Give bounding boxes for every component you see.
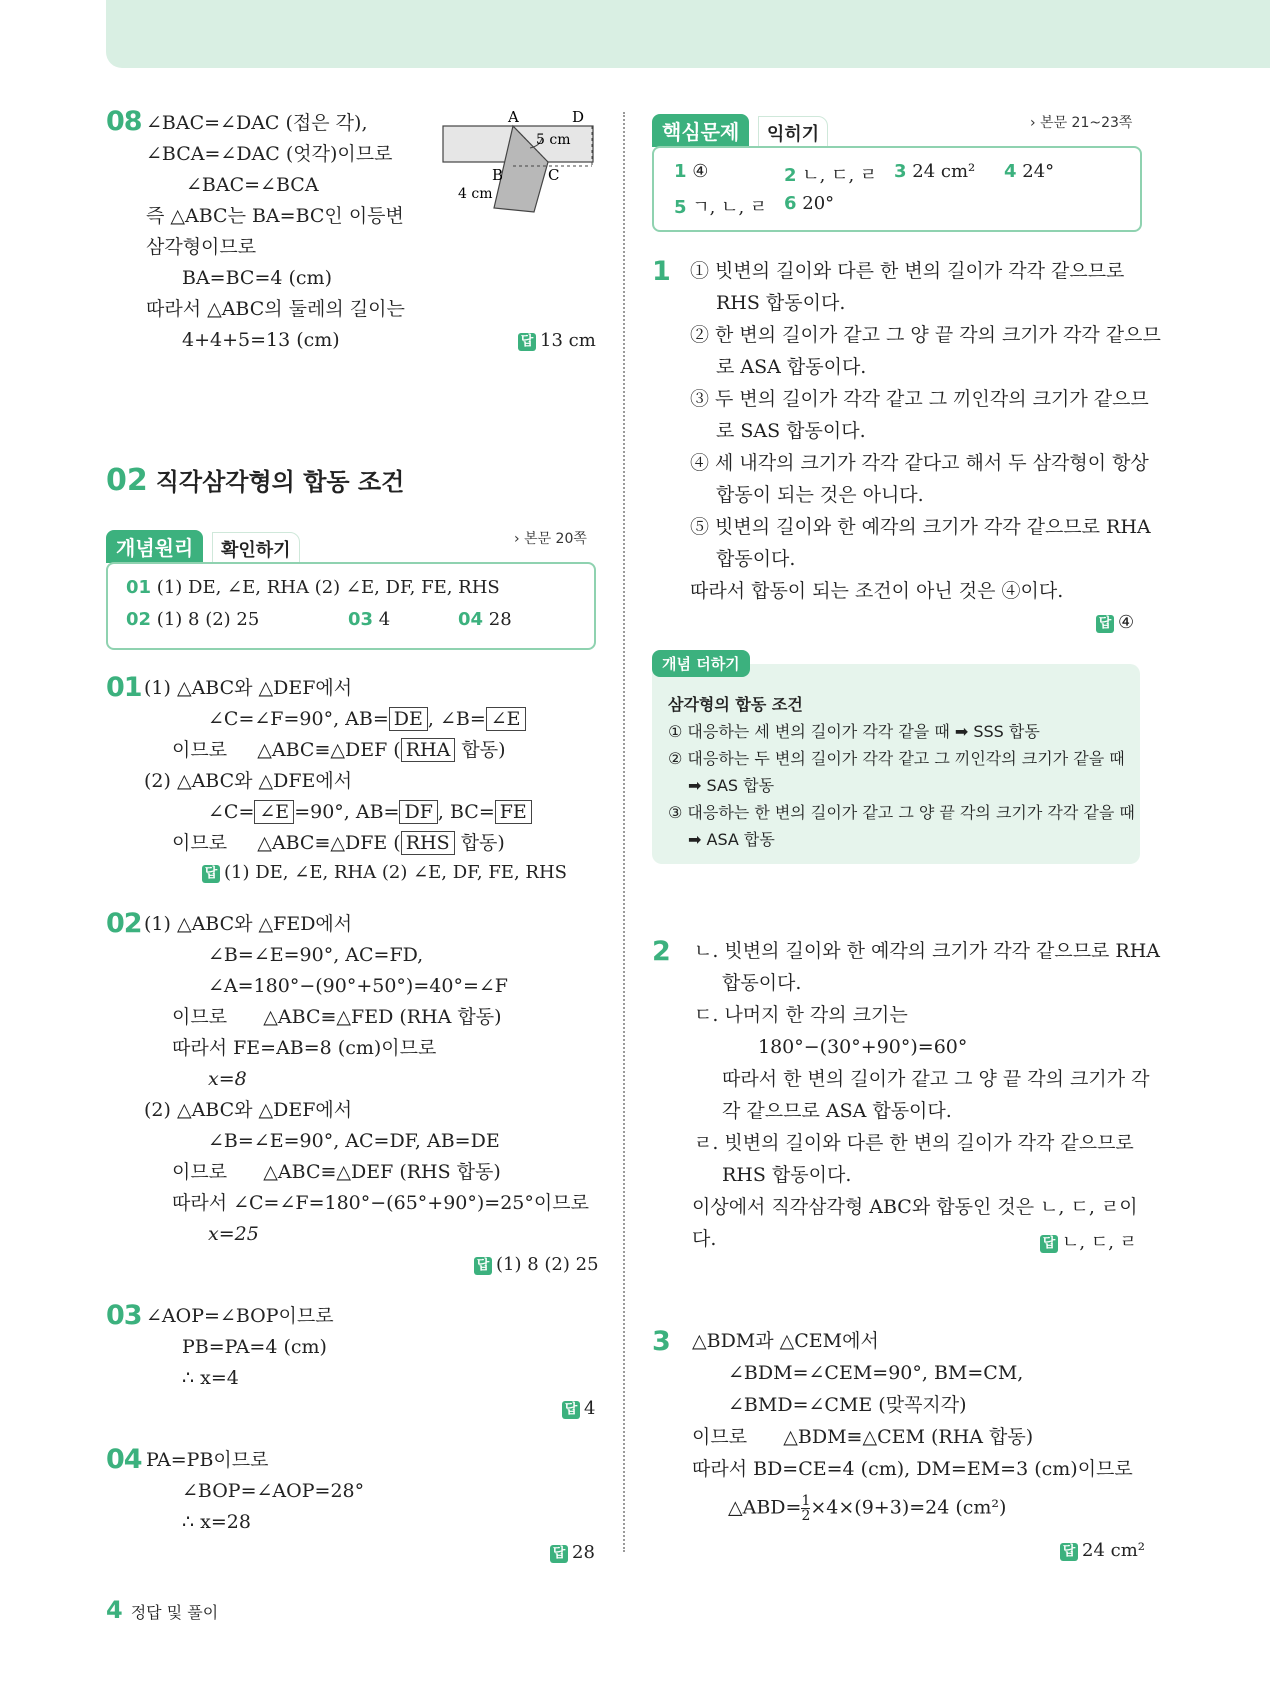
- page-number: 4: [106, 1596, 123, 1624]
- section-title: [106, 462, 404, 498]
- concept-row-2c: 04 28: [458, 609, 512, 630]
- p03-line-2: PB=PA=4 (cm): [182, 1336, 327, 1358]
- core-item-1: 1 ④: [674, 161, 709, 182]
- p02-line-6: x=8: [208, 1068, 247, 1090]
- core-panel-tab2: 익히기: [758, 116, 828, 150]
- p04-answer: 답 28: [550, 1542, 595, 1563]
- p02-line-11: x=25: [208, 1223, 259, 1245]
- q1-line-6: 로 SAS 합동이다.: [716, 420, 866, 442]
- p08-line-2: ∠BCA=∠DAC (엇각)이므로: [146, 143, 393, 165]
- concept-note-line-3: ➡ SAS 합동: [688, 776, 775, 795]
- core-item-4: 4 24°: [1004, 161, 1055, 182]
- q1-line-2: RHS 합동이다.: [716, 292, 846, 314]
- concept-note-line-1: ① 대응하는 세 변의 길이가 각각 같을 때 ➡ SSS 합동: [668, 722, 1040, 741]
- folded-paper-figure: [440, 108, 600, 218]
- p01-line-2: ∠C=∠F=90°, AB= DE , ∠B= ∠E: [208, 706, 526, 732]
- q1-line-3: ② 한 변의 길이가 같고 그 양 끝 각의 크기가 각각 같으므: [690, 324, 1161, 346]
- concept-panel: [106, 562, 596, 650]
- q3-answer: 답 24 cm²: [1060, 1540, 1145, 1561]
- q1-line-1: ① 빗변의 길이와 다른 한 변의 길이가 각각 같으므로: [690, 260, 1125, 282]
- fig-len-5: 5 cm: [536, 132, 571, 148]
- core-item-6: 6 20°: [784, 193, 835, 214]
- q1-line-9: ⑤ 빗변의 길이와 한 예각의 크기가 각각 같으므로 RHA: [690, 516, 1151, 538]
- p08-line-7: 따라서 △ABC의 둘레의 길이는: [146, 298, 405, 320]
- fraction-one-half: $\frac{1}{2}$: [801, 1493, 811, 1524]
- section-number: 02: [106, 463, 148, 498]
- fig-label-d: D: [572, 108, 585, 126]
- q2-line-7: ㄹ. 빗변의 길이와 다른 한 변의 길이가 각각 같으므로: [694, 1132, 1134, 1154]
- p01-line-3: 이므로 △ABC≡△DEF ( RHA 합동): [172, 739, 506, 761]
- p04-line-1: PA=PB이므로: [146, 1449, 269, 1471]
- question-number-3: 3: [652, 1326, 670, 1357]
- q1-line-5: ③ 두 변의 길이가 각각 같고 그 끼인각의 크기가 같으므: [690, 388, 1149, 410]
- p08-answer: 답 13 cm: [518, 330, 596, 351]
- concept-panel-tab2: 확인하기: [212, 532, 300, 566]
- p02-line-10: 따라서 ∠C=∠F=180°−(65°+90°)=25°이므로: [172, 1192, 589, 1214]
- footer-label: 정답 및 풀이: [130, 1603, 219, 1622]
- page-footer: [106, 1596, 218, 1624]
- q2-line-1: ㄴ. 빗변의 길이와 한 예각의 크기가 각각 같으므로 RHA: [694, 940, 1161, 962]
- question-number-2: 2: [652, 936, 670, 967]
- problem-number-01: 01: [106, 672, 142, 703]
- q3-line-6: △ABD= $\frac{1}{2}$ ×4×(9+3)=24 (cm²): [728, 1493, 1007, 1524]
- q2-line-10: 다.: [692, 1228, 717, 1250]
- p08-line-6: BA=BC=4 (cm): [182, 267, 332, 289]
- column-divider: [623, 112, 625, 1552]
- core-panel-tab: 핵심문제: [652, 114, 749, 147]
- concept-note-title: 삼각형의 합동 조건: [668, 695, 803, 714]
- q2-line-2: 합동이다.: [722, 972, 802, 994]
- fig-label-c: C: [548, 166, 560, 184]
- answer-mark-icon: 답: [1096, 615, 1114, 633]
- q1-line-10: 합동이다.: [716, 548, 796, 570]
- p02-line-1: (1) △ABC와 △FED에서: [144, 913, 353, 935]
- concept-row-2b: 03 4: [348, 609, 391, 630]
- concept-panel-tab: 개념원리: [106, 530, 203, 563]
- p08-line-8: 4+4+5=13 (cm): [182, 329, 340, 351]
- q1-line-7: ④ 세 내각의 크기가 각각 같다고 해서 두 삼각형이 항상: [690, 452, 1149, 474]
- q1-answer: 답 ④: [1096, 612, 1134, 633]
- section-title-text: 직각삼각형의 합동 조건: [155, 468, 405, 496]
- p03-line-3: ∴ x=4: [182, 1367, 239, 1389]
- p03-line-1: ∠AOP=∠BOP이므로: [146, 1305, 334, 1327]
- q2-line-9: 이상에서 직각삼각형 ABC와 합동인 것은 ㄴ, ㄷ, ㄹ이: [692, 1196, 1138, 1218]
- problem-number-03: 03: [106, 1300, 142, 1331]
- concept-row-2: 02 (1) 8 (2) 25: [126, 609, 260, 630]
- concept-panel-ref: › 본문 20쪽: [514, 531, 587, 547]
- p01-line-4: (2) △ABC와 △DFE에서: [144, 770, 353, 792]
- concept-note-line-4: ③ 대응하는 한 변의 길이가 같고 그 양 끝 각의 크기가 각각 같을 때: [668, 803, 1135, 822]
- p02-line-9: 이므로 △ABC≡△DEF (RHS 합동): [172, 1161, 501, 1183]
- p08-line-1: ∠BAC=∠DAC (접은 각),: [146, 112, 368, 134]
- q3-line-1: △BDM과 △CEM에서: [692, 1330, 879, 1352]
- p03-answer: 답 4: [562, 1398, 595, 1419]
- q1-line-4: 로 ASA 합동이다.: [716, 356, 867, 378]
- core-item-3: 3 24 cm²: [894, 161, 976, 182]
- answer-mark-icon: 답: [1060, 1543, 1078, 1561]
- q2-line-8: RHS 합동이다.: [722, 1164, 852, 1186]
- p01-line-5: ∠C= ∠E =90°, AB= DF , BC= FE: [208, 799, 532, 825]
- concept-note-line-5: ➡ ASA 합동: [688, 830, 775, 849]
- q3-line-4: 이므로 △BDM≡△CEM (RHA 합동): [692, 1426, 1034, 1448]
- q1-line-8: 합동이 되는 것은 아니다.: [716, 484, 924, 506]
- concept-row-1: 01 (1) DE, ∠E, RHA (2) ∠E, DF, FE, RHS: [126, 577, 500, 598]
- p01-line-6: 이므로 △ABC≡△DFE ( RHS 합동): [172, 832, 505, 854]
- question-number-1: 1: [652, 256, 670, 287]
- problem-number-08: 08: [106, 106, 142, 137]
- p02-line-4: 이므로 △ABC≡△FED (RHA 합동): [172, 1006, 502, 1028]
- fig-label-b: B: [492, 166, 504, 184]
- q2-line-5: 따라서 한 변의 길이가 같고 그 양 끝 각의 크기가 각: [722, 1068, 1150, 1090]
- p08-line-5: 삼각형이므로: [146, 236, 257, 258]
- q3-line-5: 따라서 BD=CE=4 (cm), DM=EM=3 (cm)이므로: [692, 1458, 1133, 1480]
- q2-line-4: 180°−(30°+90°)=60°: [758, 1036, 968, 1058]
- problem-number-04: 04: [106, 1444, 142, 1475]
- q2-line-3: ㄷ. 나머지 한 각의 크기는: [694, 1004, 908, 1026]
- p02-line-3: ∠A=180°−(90°+50°)=40°=∠F: [208, 975, 508, 997]
- p02-line-8: ∠B=∠E=90°, AC=DF, AB=DE: [208, 1130, 500, 1152]
- answer-mark-icon: 답: [474, 1257, 492, 1275]
- p01-line-1: (1) △ABC와 △DEF에서: [144, 677, 353, 699]
- q2-answer: 답 ㄴ, ㄷ, ㄹ: [1040, 1228, 1137, 1254]
- core-panel-ref: › 본문 21~23쪽: [1030, 115, 1133, 131]
- p08-line-4: 즉 △ABC는 BA=BC인 이등변: [146, 205, 404, 227]
- fig-label-a: A: [508, 108, 519, 126]
- answer-mark-icon: 답: [202, 865, 220, 883]
- answer-mark-icon: 답: [518, 333, 536, 351]
- q1-line-11: 따라서 합동이 되는 조건이 아닌 것은 ④이다.: [690, 580, 1064, 602]
- fig-len-4: 4 cm: [458, 186, 493, 202]
- q3-line-2: ∠BDM=∠CEM=90°, BM=CM,: [728, 1362, 1024, 1384]
- core-item-2: 2 ㄴ, ㄷ, ㄹ: [784, 165, 878, 186]
- core-panel: [652, 146, 1142, 232]
- concept-note-line-2: ② 대응하는 두 변의 길이가 각각 같고 그 끼인각의 크기가 같을 때: [668, 749, 1125, 768]
- p01-answer: 답 (1) DE, ∠E, RHA (2) ∠E, DF, FE, RHS: [202, 862, 567, 883]
- p02-line-5: 따라서 FE=AB=8 (cm)이므로: [172, 1037, 437, 1059]
- p08-line-3: ∠BAC=∠BCA: [186, 174, 319, 196]
- p02-line-7: (2) △ABC와 △DEF에서: [144, 1099, 353, 1121]
- answer-mark-icon: 답: [1040, 1235, 1058, 1253]
- q3-line-3: ∠BMD=∠CME (맞꼭지각): [728, 1394, 967, 1416]
- concept-note-tab: 개념 더하기: [652, 650, 750, 677]
- top-band: [106, 0, 1270, 68]
- p02-answer: 답 (1) 8 (2) 25: [474, 1254, 599, 1275]
- core-item-5: 5 ㄱ, ㄴ, ㄹ: [674, 197, 768, 218]
- answer-mark-icon: 답: [550, 1545, 568, 1563]
- p02-line-2: ∠B=∠E=90°, AC=FD,: [208, 944, 424, 966]
- q2-line-6: 각 같으므로 ASA 합동이다.: [722, 1100, 952, 1122]
- p04-line-2: ∠BOP=∠AOP=28°: [182, 1480, 365, 1502]
- p04-line-3: ∴ x=28: [182, 1511, 251, 1533]
- problem-number-02: 02: [106, 908, 142, 939]
- answer-mark-icon: 답: [562, 1401, 580, 1419]
